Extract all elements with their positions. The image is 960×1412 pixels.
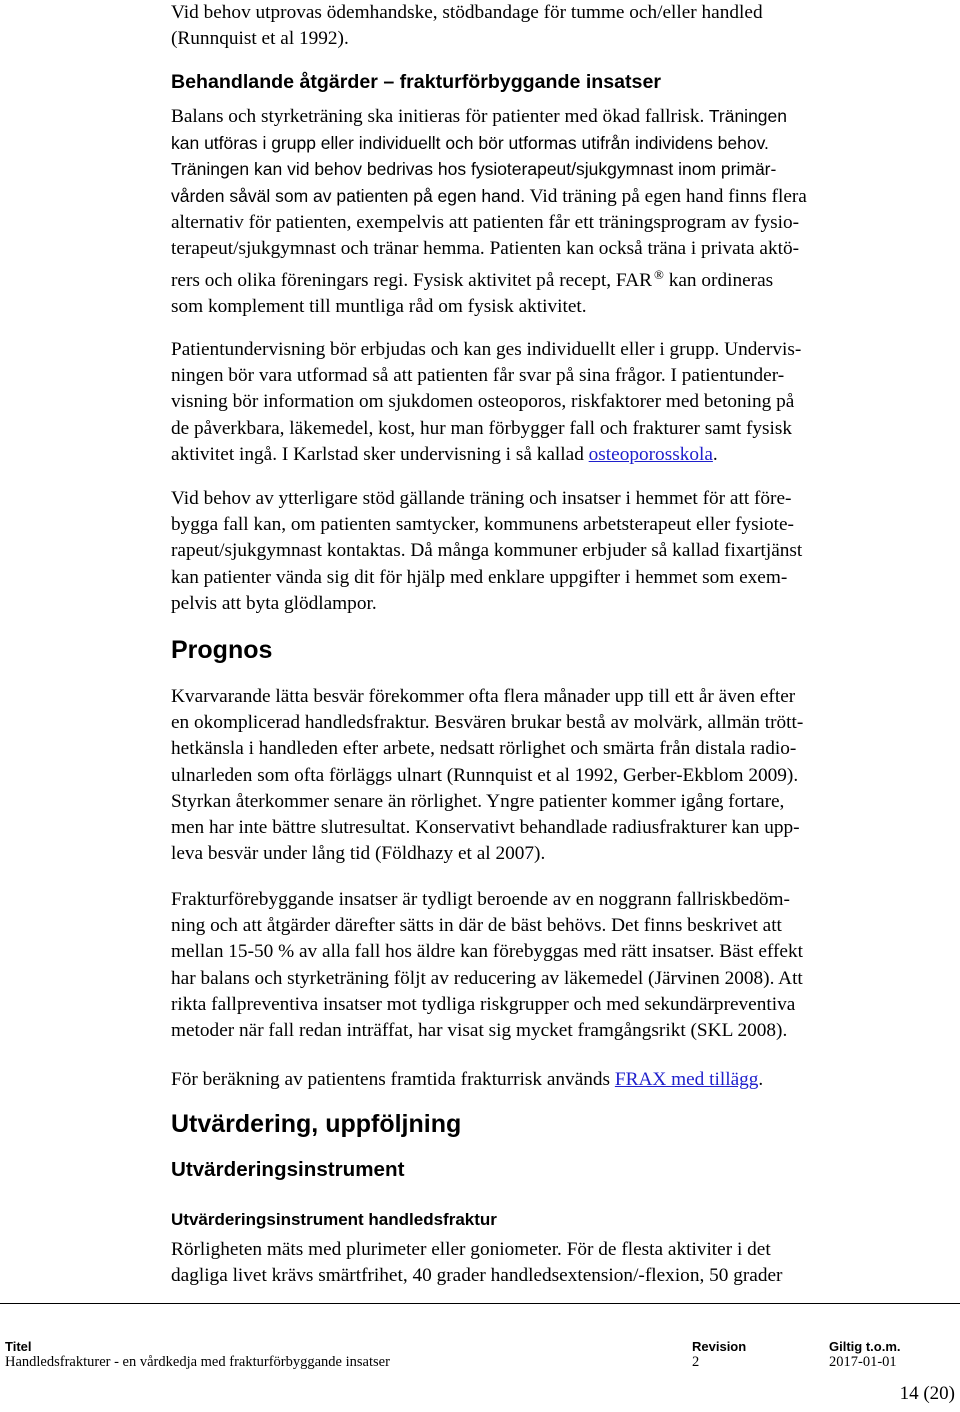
- text-line: leva besvär under lång tid (Földhazy et al 2007).: [171, 843, 546, 865]
- paragraph-stod: [171, 486, 802, 617]
- text-line: en okomplicerad handledsfraktur. Besvären brukar bestå av molvärk, allmän trött-: [171, 712, 804, 734]
- footer-titel-label: Titel: [5, 1339, 32, 1354]
- text-line: ning och att åtgärder därefter sätts in där de bäst behövs. Det finns beskrivet att: [171, 915, 782, 937]
- text-line: Kvarvarande lätta besvär förekommer ofta flera månader upp till ett år även efter: [171, 686, 796, 707]
- text-line: .: [712, 443, 718, 465]
- section-heading-behandlande: Behandlande åtgärder – frakturförbyggande insatser: [171, 71, 661, 93]
- text-line: Träningen kan vid behov bedrivas hos fysioterapeut/sjukgymnast inom primär-: [171, 159, 777, 180]
- text-line: Styrkan återkommer senare än rörlighet. Yngre patienter kommer igång fortare,: [171, 790, 785, 812]
- text-line: ningen bör vara utformad så att patienten får svar på sina frågor. I patientunder-: [171, 365, 785, 387]
- text-line: dagliga livet krävs smärtfrihet, 40 grader handledsextension/-flexion, 50 grader: [171, 1265, 783, 1287]
- text-line: visning bör information om sjukdomen osteoporos, riskfaktorer med betoning på: [171, 391, 795, 413]
- text-line: mellan 15-50 % av alla fall hos äldre kan förebyggas med rätt insatser. Bäst effekt: [171, 941, 803, 963]
- text-line: metoder när fall redan inträffat, har visat sig mycket framgångsrikt (SKL 2008).: [171, 1020, 788, 1042]
- paragraph-rorlighet: [171, 1237, 782, 1289]
- text-line: hetkänsla i handleden efter arbete, nedsatt rörlighet och smärta från distala radio-: [171, 738, 797, 760]
- osteoporosskola-link[interactable]: osteoporosskola: [588, 443, 713, 465]
- section-heading-instrument: Utvärderingsinstrument: [171, 1158, 405, 1181]
- paragraph-prognos-1: [171, 684, 803, 867]
- paragraph-behandlande: [171, 103, 807, 321]
- text-line: rers och olika föreningars regi. Fysisk aktivitet på recept, FAR: [171, 270, 653, 292]
- text-line: Rörligheten mäts med plurimeter eller goniometer. För de flesta aktiviter i det: [171, 1239, 771, 1260]
- text-line: Frakturförebyggande insatser är tydligt beroende av en noggrann fallriskbedöm-: [171, 889, 790, 910]
- text-line: Vid behov utprovas ödemhandske, stödbandage för tumme och/eller handled: [171, 2, 763, 23]
- text-line: ulnarleden som ofta förläggs ulnart (Runnquist et al 1992, Gerber-Ekblom 2009).: [171, 764, 799, 786]
- text-line: Patientundervisning bör erbjudas och kan ges individuellt eller i grupp. Undervis-: [171, 339, 802, 360]
- text-line: de påverkbara, läkemedel, kost, hur man förbygger fall och frakturer samt fysisk: [171, 417, 793, 439]
- text-line: som komplement till muntliga råd om fysisk aktivitet.: [171, 296, 587, 318]
- section-heading-instrument-handledsfraktur: Utvärderingsinstrument handledsfraktur: [171, 1210, 497, 1229]
- text-line: kan utföras i grupp eller individuellt och bör utformas utifrån individens behov.: [171, 133, 769, 154]
- paragraph-prognos-2: [171, 887, 803, 1044]
- footer-divider: [0, 1303, 960, 1304]
- paragraph-frax: [171, 1067, 763, 1093]
- page-number: 14 (20): [899, 1383, 955, 1404]
- paragraph-patientundervisning: [171, 337, 801, 468]
- text-line: alternativ för patienten, exempelvis att patienten får ett träningsprogram av fysio-: [171, 211, 800, 233]
- text-line: men har inte bättre slutresultat. Konservativt behandlade radiusfrakturer kan upp-: [171, 817, 800, 839]
- footer-revision-value: 2: [692, 1354, 700, 1370]
- text-line: kan patienter vända sig dit för hjälp med enklare uppgifter i hemmet som exem-: [171, 566, 788, 588]
- text-line: rikta fallpreventiva insatser mot tydliga riskgrupper och med sekundärpreventiva: [171, 993, 796, 1015]
- text-line: Vid träning på egen hand finns flera: [525, 185, 807, 207]
- text-line: rapeut/sjukgymnast kontaktas. Då många kommuner erbjuder så kallad fixartjänst: [171, 540, 803, 562]
- footer-giltig-label: Giltig t.o.m.: [829, 1339, 901, 1354]
- text-line: aktivitet ingå. I Karlstad sker undervisning i så kallad: [171, 443, 589, 465]
- text-line: terapeut/sjukgymnast och tränar hemma. Patienten kan också träna i privata aktö-: [171, 238, 800, 260]
- footer-giltig-value: 2017-01-01: [829, 1354, 897, 1370]
- paragraph-intro: [171, 0, 763, 52]
- text-line: För beräkning av patientens framtida frakturrisk används: [171, 1069, 615, 1090]
- registered-mark: ®: [654, 267, 664, 283]
- text-line: Balans och styrketräning ska initieras för patienter med ökad fallrisk.: [171, 106, 705, 127]
- text-line: bygga fall kan, om patienten samtycker, kommunens arbetsterapeut eller fysiote-: [171, 514, 794, 536]
- section-heading-prognos: Prognos: [171, 636, 273, 664]
- section-heading-utvardering: Utvärdering, uppföljning: [171, 1110, 462, 1138]
- footer-titel-value: Handledsfrakturer - en vårdkedja med frakturförbyggande insatser: [5, 1354, 390, 1370]
- text-line: .: [758, 1069, 764, 1090]
- footer-revision-label: Revision: [692, 1339, 747, 1354]
- text-line: (Runnquist et al 1992).: [171, 28, 349, 50]
- text-line: Träningen: [704, 106, 787, 126]
- text-line: kan ordineras: [663, 270, 774, 292]
- text-line: pelvis att byta glödlampor.: [171, 592, 377, 614]
- text-line: vården såväl som av patienten på egen hand.: [171, 185, 526, 206]
- text-line: har balans och styrketräning följt av reducering av läkemedel (Järvinen 2008). Att: [171, 967, 803, 989]
- frax-link[interactable]: FRAX med tillägg: [614, 1069, 759, 1090]
- text-line: Vid behov av ytterligare stöd gällande träning och insatser i hemmet för att före-: [171, 488, 792, 509]
